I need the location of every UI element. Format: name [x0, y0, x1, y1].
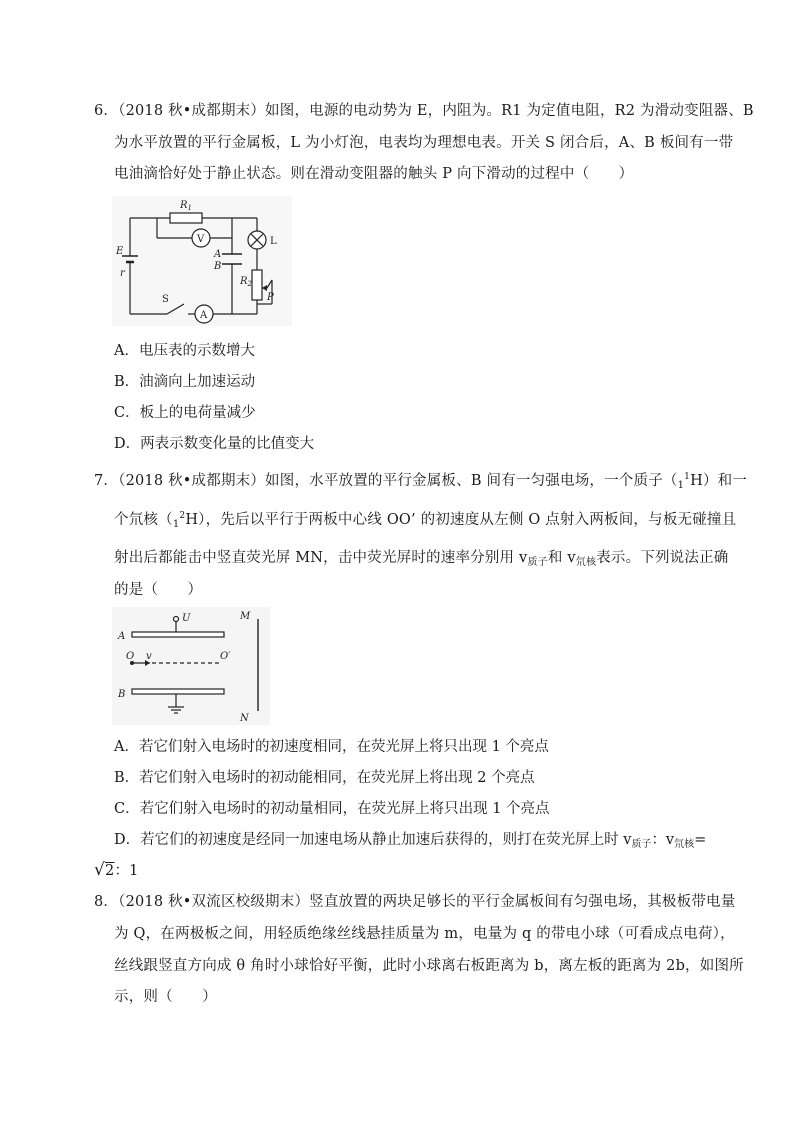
q7-option-d-text-b: ：v [651, 832, 675, 848]
q7-label-v: v [146, 651, 152, 662]
q6-label-plate-b: B [214, 261, 222, 272]
q6-option-b[interactable]: B．油滴向上加速运动 [114, 374, 256, 390]
q7-proton-a: 1 [684, 472, 691, 482]
q7-proton-z: 1 [677, 480, 685, 491]
q7-plates-diagram [112, 607, 270, 725]
q7-option-d-sqrt-num: 2 [105, 863, 115, 879]
q6-stem-line1: 6．（2018 秋•成都期末）如图，电源的电动势为 E，内阻为。R1 为定值电阻，R2 为滑动变阻器、B [94, 103, 754, 119]
q7-label-b: B [118, 689, 126, 700]
q8-stem-line3: 丝线跟竖直方向成 θ 角时小球恰好平衡，此时小球离右板距离为 b，离左板的距离为 2b，如图所 [114, 958, 744, 974]
q7-option-d[interactable] [114, 830, 706, 855]
q7-option-d-sub2: 氘核 [674, 839, 695, 850]
q6-label-voltmeter: V [197, 234, 205, 245]
q7-deuteron-z: 1 [172, 519, 180, 530]
q6-label-switch: S [162, 294, 169, 305]
q7-stem-line3 [114, 548, 728, 573]
q7-line1-text-a: 7．（2018 秋•成都期末）如图，水平放置的平行金属板、B 间有一匀强电场，一个质子（ [94, 473, 678, 489]
q8-stem-line1: 8．（2018 秋•双流区校级期末）竖直放置的两块足够长的平行金属板间有匀强电场，其极板带电量 [94, 894, 736, 910]
q7-stem-line4: 的是（ ） [114, 582, 203, 598]
q7-v-proton-sub: 质子 [527, 557, 548, 568]
q7-line3-text-b: 和 v [547, 550, 576, 566]
q6-label-lamp: L [270, 236, 277, 247]
q7-v-deuteron-sub: 氘核 [575, 557, 597, 568]
q7-line1-text-b: ）和一 [702, 473, 748, 489]
q6-option-a[interactable]: A．电压表的示数增大 [114, 343, 255, 359]
q7-stem-line2 [114, 506, 736, 535]
q7-line2-text-a: 个氘核（ [114, 512, 173, 528]
q7-stem-line1 [94, 467, 747, 496]
q6-option-c[interactable]: C．板上的电荷量减少 [114, 405, 256, 421]
q8-stem-line2: 为 Q，在两极板之间，用轻质绝缘丝线悬挂质量为 m，电量为 q 的带电小球（可看成点电荷）， [114, 926, 735, 942]
q6-label-emf: E [116, 246, 124, 257]
q7-label-u: U [182, 613, 191, 624]
q7-label-m: M [240, 611, 251, 622]
q7-option-b[interactable]: B．若它们射入电场时的初动能相同，在荧光屏上将出现 2 个亮点 [114, 770, 535, 786]
q7-option-d-sub1: 质子 [631, 839, 652, 850]
q7-label-o: O [126, 651, 135, 662]
q6-label-r2: R [240, 276, 248, 287]
q7-option-d-text-a: D．若它们的初速度是经同一加速电场从静止加速后获得的，则打在荧光屏上时 v [114, 832, 632, 848]
q7-label-a: A [118, 631, 126, 642]
q7-option-c[interactable]: C．若它们射入电场时的初动量相同，在荧光屏上将只出现 1 个亮点 [114, 801, 550, 817]
q6-label-r1-sub: 1 [187, 204, 192, 212]
q6-label-r2-sub: 2 [247, 280, 252, 288]
q7-line2-text-b: ），先后以平行于两板中心线 OO’ 的初速度从左侧 O 点射入两板间，与板无碰撞且 [198, 512, 737, 528]
q7-label-o-prime: O′ [220, 651, 231, 662]
q7-deuteron-a: 2 [179, 511, 186, 521]
q7-line3-text-a: 射出后都能击中竖直荧光屏 MN，击中荧光屏时的速率分别用 v [114, 550, 528, 566]
q7-label-n: N [240, 713, 249, 724]
q6-stem-line3: 电油滴恰好处于静止状态。则在滑动变阻器的触头 P 向下滑动的过程中（ ） [114, 166, 634, 182]
q6-circuit-diagram [112, 196, 292, 326]
q7-deuteron-symbol: H [185, 512, 199, 528]
q7-option-a[interactable]: A．若它们射入电场时的初速度相同，在荧光屏上将只出现 1 个亮点 [114, 739, 549, 755]
q6-label-r1: R [180, 200, 188, 211]
q7-option-d-text-c: = [694, 832, 707, 848]
q6-label-internal-r: r [120, 268, 125, 279]
q6-label-p: P [267, 292, 274, 303]
sqrt-sign-icon: √ [94, 860, 106, 880]
q7-option-d-line2 [94, 860, 139, 881]
q6-stem-line2: 为水平放置的平行金属板，L 为小灯泡，电表均为理想电表。开关 S 闭合后，A、B 板间有一带 [114, 135, 734, 151]
q7-option-d-ratio-rest: ：1 [114, 863, 139, 879]
q8-stem-line4: 示，则（ ） [114, 989, 217, 1005]
q6-label-plate-a: A [214, 249, 222, 260]
q7-line3-text-c: 表示。下列说法正确 [596, 550, 729, 566]
q6-option-d[interactable]: D．两表示数变化量的比值变大 [114, 436, 315, 452]
q6-label-ammeter: A [200, 310, 208, 321]
q7-proton-symbol: H [690, 473, 703, 489]
